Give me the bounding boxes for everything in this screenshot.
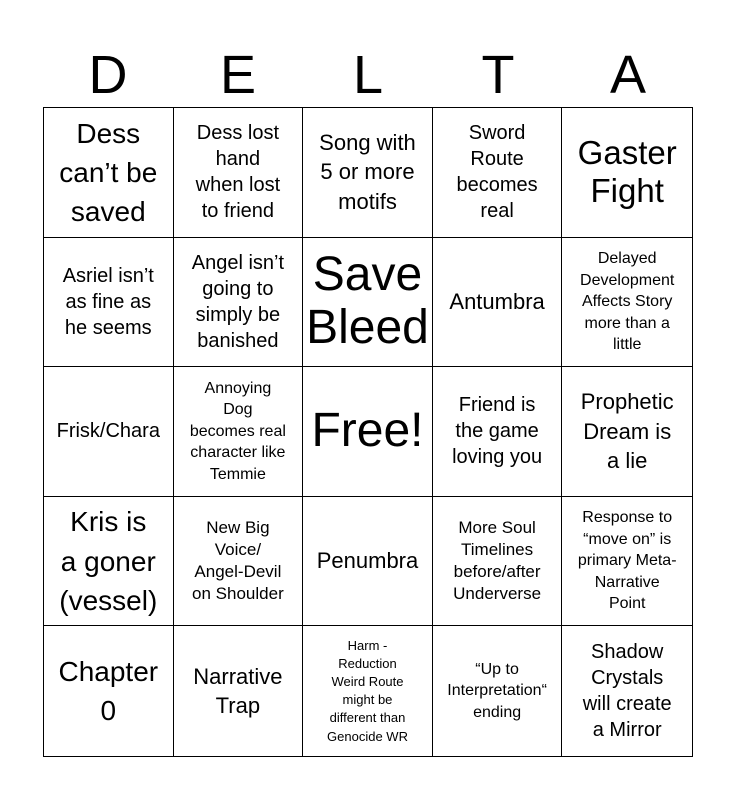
bingo-cell-1[interactable] bbox=[44, 108, 174, 238]
bingo-cell-text: Gaster Fight bbox=[577, 134, 677, 210]
bingo-cell-10[interactable] bbox=[562, 238, 692, 368]
bingo-cell-text: Song with 5 or more motifs bbox=[319, 129, 416, 215]
bingo-cell-11[interactable] bbox=[44, 367, 174, 497]
bingo-cell-7[interactable] bbox=[174, 238, 304, 368]
header-letter-l: L bbox=[352, 45, 384, 105]
bingo-cell-text: Kris is a goner (vessel) bbox=[59, 506, 158, 616]
bingo-cell-text: Delayed Development Affects Story more than a little bbox=[580, 249, 675, 354]
bingo-cell-text: Asriel isn’t as fine as he seems bbox=[62, 264, 154, 339]
bingo-cell-text: Shadow Crystals will create a Mirror bbox=[582, 641, 672, 742]
bingo-cell-text: Response to “move on” is primary Meta- Narrative Point bbox=[577, 509, 677, 613]
bingo-cell-text: Prophetic Dream is a lie bbox=[580, 388, 674, 474]
bingo-cell-5[interactable] bbox=[562, 108, 692, 238]
bingo-cell-22[interactable] bbox=[174, 626, 304, 756]
bingo-cell-text: Friend is the game loving you bbox=[452, 394, 543, 469]
bingo-cell-3[interactable] bbox=[303, 108, 433, 238]
bingo-cell-20[interactable] bbox=[562, 497, 692, 627]
bingo-cell-21[interactable] bbox=[44, 626, 174, 756]
bingo-cell-text: New Big Voice/ Angel-Devil on Shoulder bbox=[192, 517, 284, 604]
bingo-cell-17[interactable] bbox=[174, 497, 304, 627]
header-letter-e: E bbox=[219, 45, 257, 105]
bingo-board bbox=[43, 107, 693, 757]
bingo-cell-9[interactable] bbox=[433, 238, 563, 368]
bingo-cell-text: Dess can’t be saved bbox=[59, 117, 158, 227]
bingo-cell-text: Free! bbox=[311, 404, 424, 458]
bingo-header bbox=[43, 44, 693, 106]
bingo-cell-text: “Up to Interpretation“ ending bbox=[447, 660, 547, 721]
bingo-cell-text: Antumbra bbox=[449, 289, 545, 315]
bingo-cell-text: Angel isn’t going to simply be banished bbox=[191, 251, 285, 352]
bingo-cell-text: Frisk/Chara bbox=[56, 420, 160, 443]
bingo-cell-23[interactable] bbox=[303, 626, 433, 756]
bingo-cell-text: Sword Route becomes real bbox=[456, 122, 538, 223]
bingo-cell-24[interactable] bbox=[433, 626, 563, 756]
bingo-cell-text: Narrative Trap bbox=[193, 663, 283, 719]
bingo-cell-text: Annoying Dog becomes real character like Temmie bbox=[189, 379, 286, 483]
bingo-cell-text: Save Bleed bbox=[306, 248, 429, 354]
bingo-cell-16[interactable] bbox=[44, 497, 174, 627]
bingo-cell-25[interactable] bbox=[562, 626, 692, 756]
bingo-cell-text: More Soul Timelines before/after Underverse bbox=[453, 517, 542, 604]
header-letter-d: D bbox=[88, 45, 128, 105]
bingo-cell-8[interactable] bbox=[303, 238, 433, 368]
bingo-cell-6[interactable] bbox=[44, 238, 174, 368]
bingo-cell-18[interactable] bbox=[303, 497, 433, 627]
bingo-cell-text: Dess lost hand when lost to friend bbox=[195, 122, 281, 223]
header-letter-a: A bbox=[609, 45, 647, 105]
bingo-cell-text: Chapter 0 bbox=[58, 656, 159, 727]
header-letter-t: T bbox=[481, 45, 515, 105]
bingo-cell-text: Harm - Reduction Weird Route might be different than Genocide WR bbox=[327, 637, 408, 744]
bingo-cell-12[interactable] bbox=[174, 367, 304, 497]
bingo-cell-15[interactable] bbox=[562, 367, 692, 497]
bingo-cell-14[interactable] bbox=[433, 367, 563, 497]
bingo-cell-2[interactable] bbox=[174, 108, 304, 238]
bingo-cell-19[interactable] bbox=[433, 497, 563, 627]
bingo-cell-text: Penumbra bbox=[316, 548, 419, 574]
bingo-cell-4[interactable] bbox=[433, 108, 563, 238]
bingo-free-space[interactable] bbox=[303, 367, 433, 497]
